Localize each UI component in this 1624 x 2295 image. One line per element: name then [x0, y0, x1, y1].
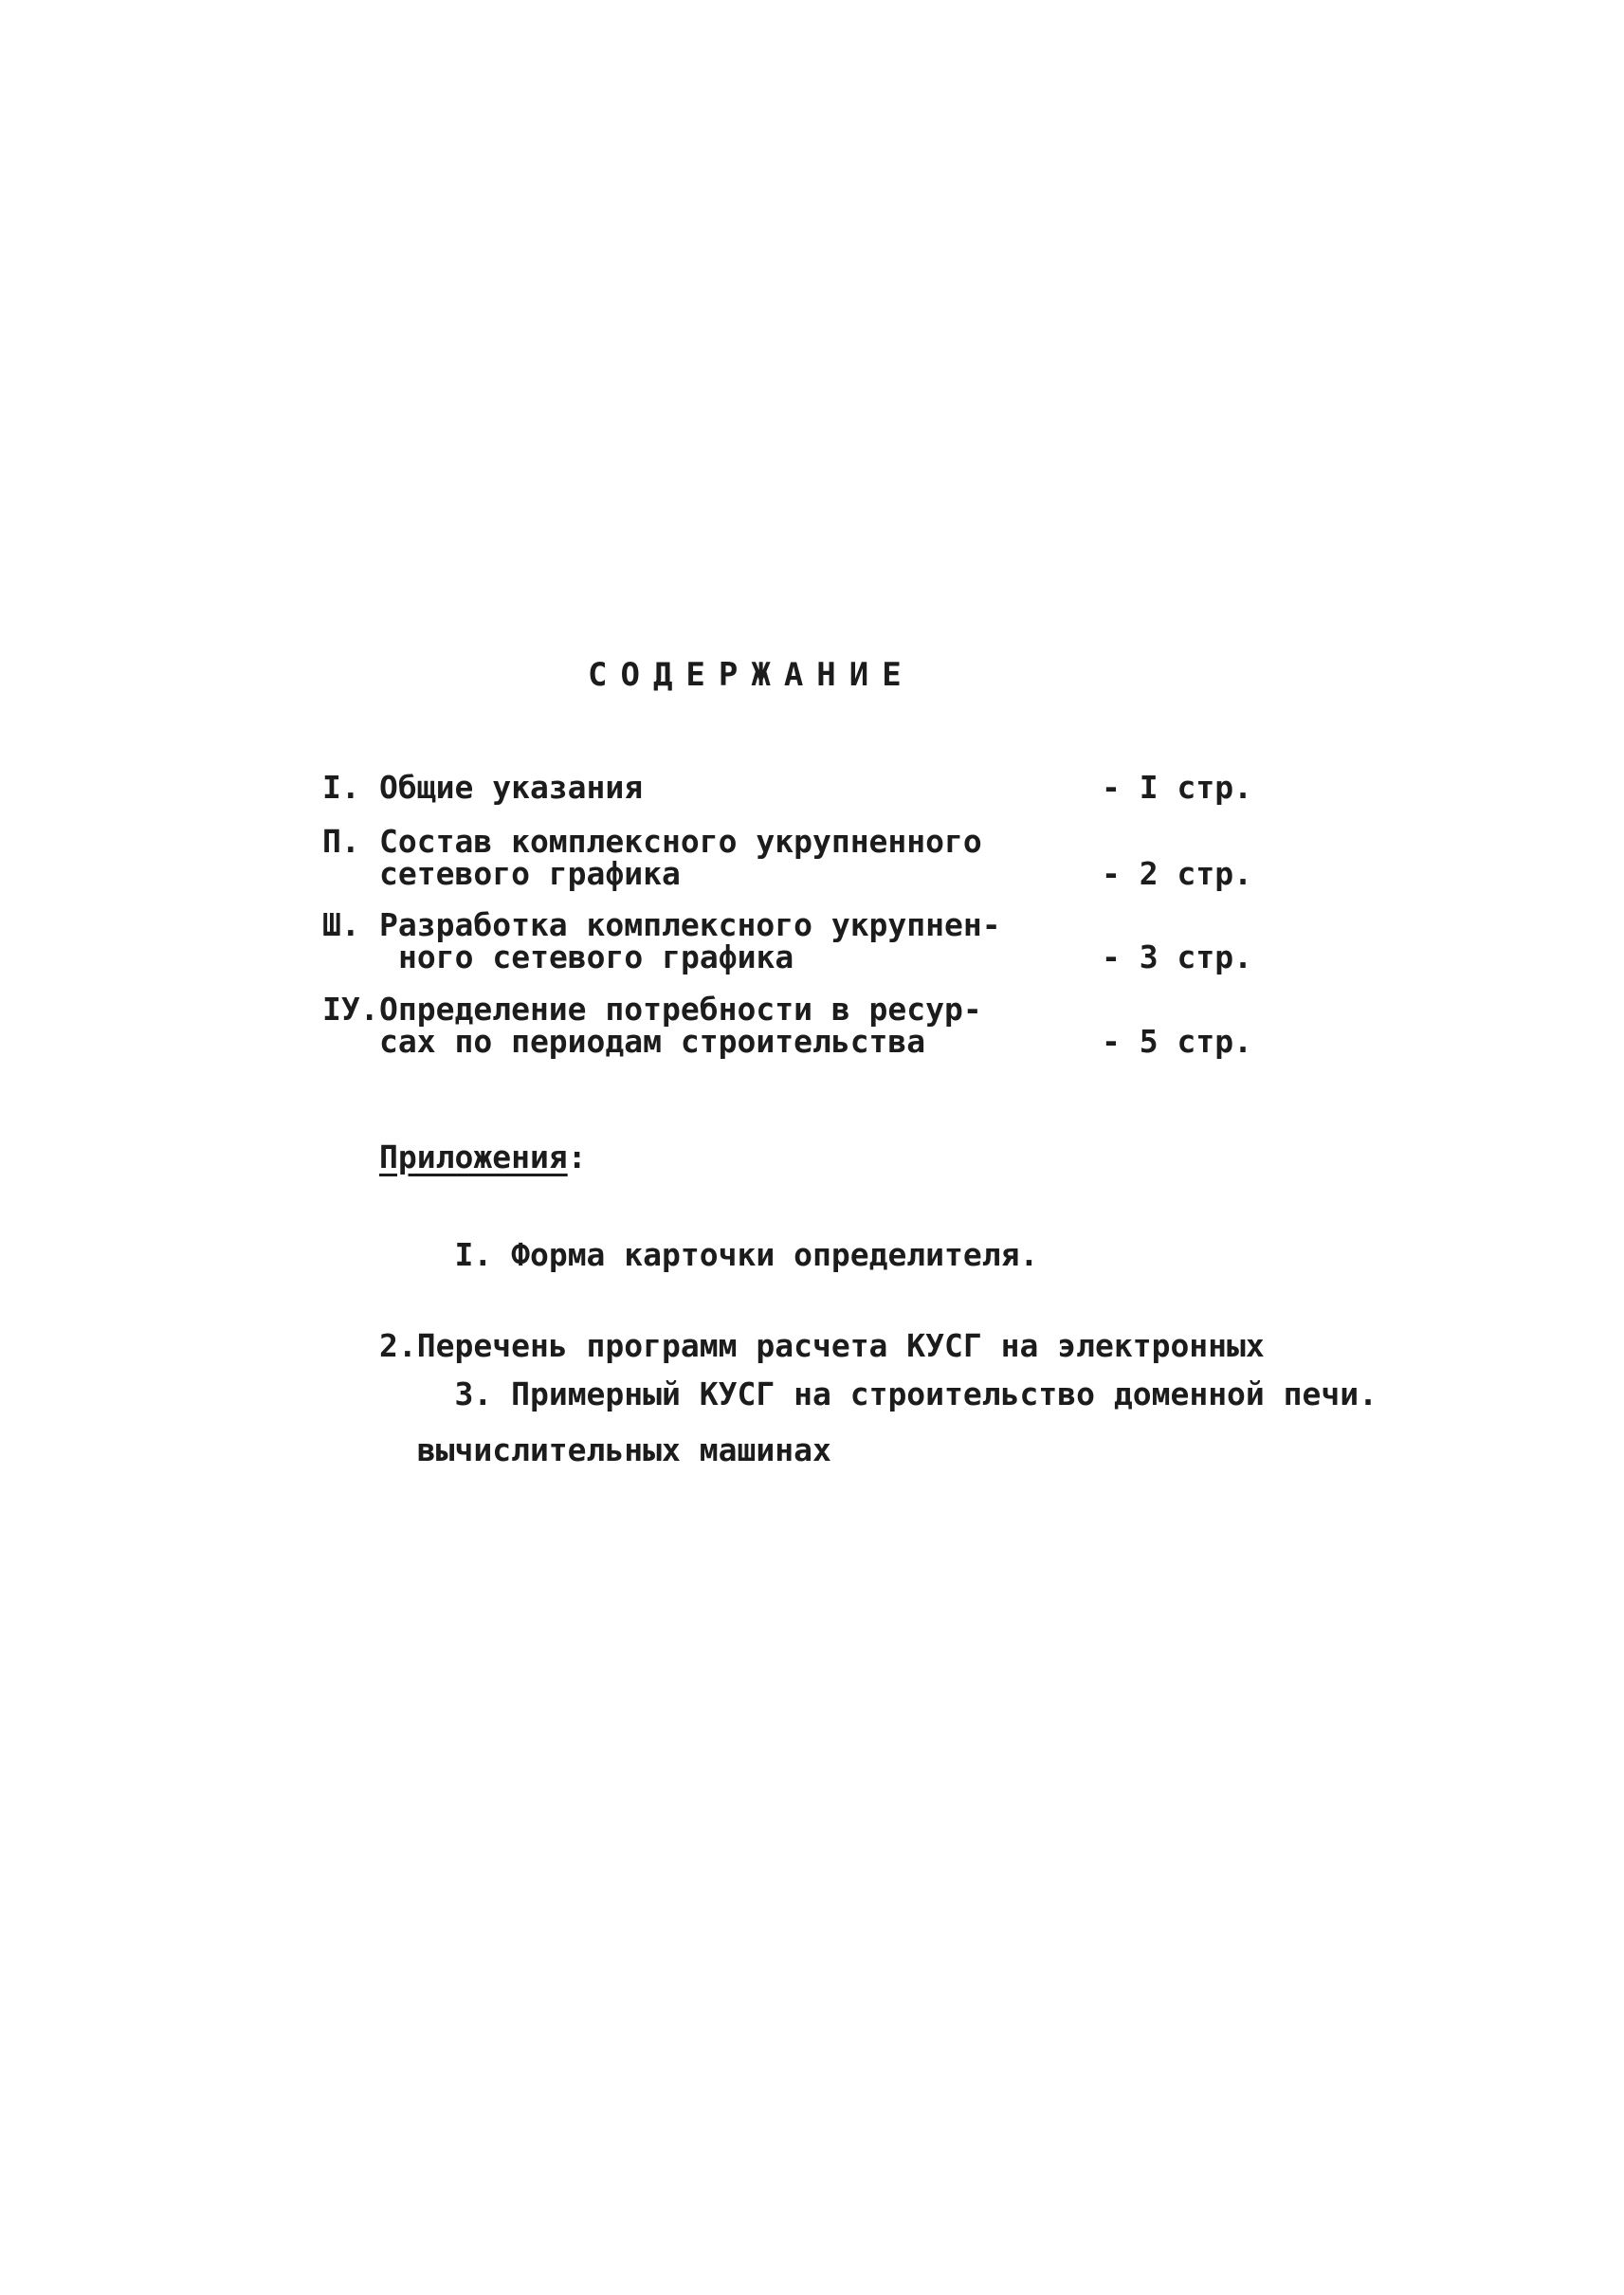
toc-item-number: П. [322, 823, 360, 860]
appendix-item-line-2: вычислительных машинах [379, 1431, 831, 1468]
appendix-item-3 [379, 1340, 1378, 1448]
toc-item-page: - 3 стр. [1102, 938, 1252, 975]
toc-item-title-line-2: сах по периодам строительства [379, 1023, 926, 1060]
appendix-item-line-1: 2.Перечень программ расчета КУСГ на электронных [379, 1327, 1265, 1364]
toc-item-title-line-1: Разработка комплексного укрупнен- [379, 906, 1001, 943]
toc-item-page: - I стр. [1102, 769, 1252, 806]
toc-item-page: - 2 стр. [1102, 855, 1252, 892]
appendix-item-line-1: 3. Примерный КУСГ на строительство доменной печи. [454, 1375, 1378, 1412]
toc-item-title-line-1: Общие указания [379, 769, 644, 806]
appendix-item-line-1: I. Форма карточки определителя. [454, 1236, 1039, 1273]
toc-item-number: IУ. [322, 991, 379, 1028]
toc-item-number: Ш. [322, 906, 360, 943]
toc-item-title-line-1: Состав комплексного укрупненного [379, 823, 982, 860]
appendices-heading [379, 1138, 587, 1175]
appendices-heading-colon: : [567, 1138, 587, 1175]
toc-item-page: - 5 стр. [1102, 1023, 1252, 1060]
page-title: СОДЕРЖАНИЕ [588, 656, 915, 694]
toc-item-title-line-2: ного сетевого графика [398, 938, 794, 975]
toc-item-title-line-1: Определение потребности в ресур- [379, 991, 982, 1028]
toc-item-title-line-2: сетевого графика [379, 855, 681, 892]
toc-item-number: I. [322, 769, 360, 806]
appendices-heading-text: Приложения [379, 1138, 568, 1175]
